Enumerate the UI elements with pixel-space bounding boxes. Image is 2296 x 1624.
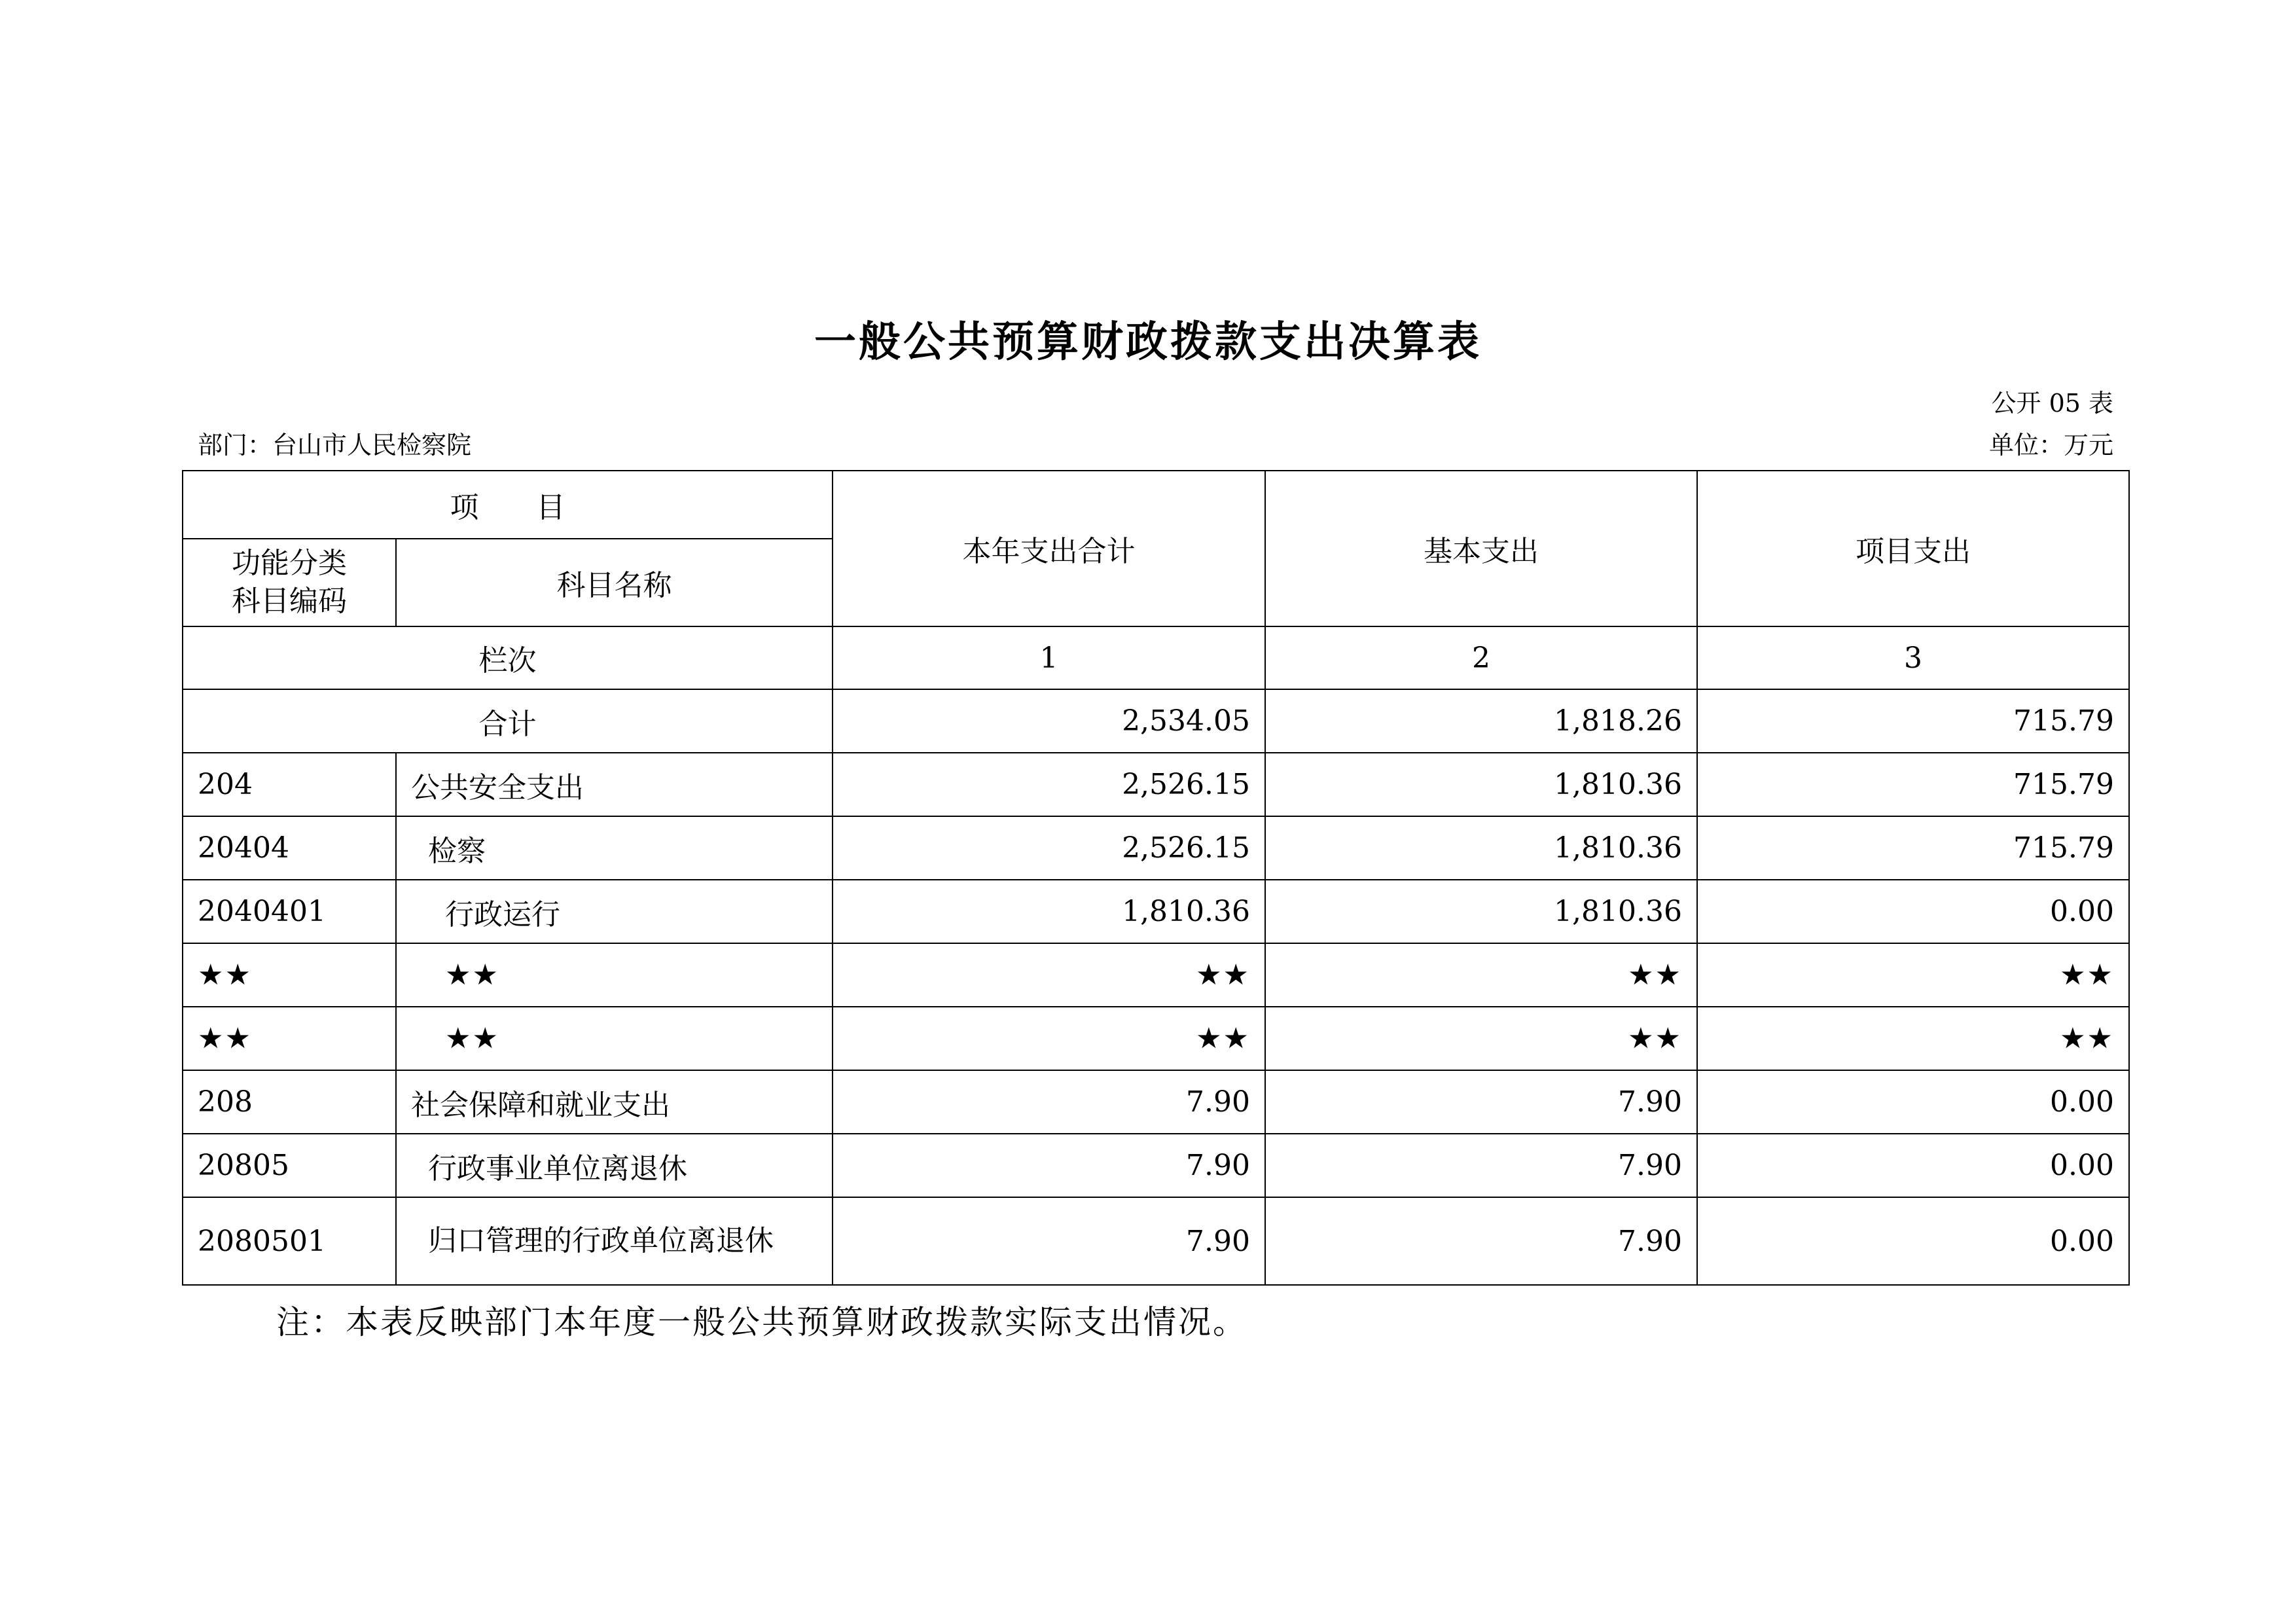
row-col3: 0.00	[1697, 1070, 2129, 1134]
table-row	[183, 1197, 2129, 1285]
table-row	[183, 1070, 2129, 1134]
row-name: ★★	[396, 943, 833, 1007]
row-col3: ★★	[1697, 1007, 2129, 1070]
header-code: 功能分类 科目编码	[183, 539, 396, 626]
row-code: 2080501	[183, 1197, 396, 1285]
column-index-2: 2	[1265, 626, 1697, 689]
expenditure-table	[182, 470, 2130, 1286]
table-row	[183, 816, 2129, 880]
row-code: ★★	[183, 943, 396, 1007]
table-row	[183, 753, 2129, 816]
row-col1: 7.90	[833, 1070, 1265, 1134]
header-row-1	[183, 471, 2129, 539]
row-name: 行政运行	[396, 880, 833, 943]
row-col3: ★★	[1697, 943, 2129, 1007]
row-code: 208	[183, 1070, 396, 1134]
row-col1: 7.90	[833, 1134, 1265, 1197]
row-name: 归口管理的行政单位离退休	[396, 1197, 833, 1285]
total-col3: 715.79	[1697, 689, 2129, 753]
total-col2: 1,818.26	[1265, 689, 1697, 753]
row-col1: ★★	[833, 1007, 1265, 1070]
row-name: ★★	[396, 1007, 833, 1070]
row-col2: 1,810.36	[1265, 753, 1697, 816]
column-index-3: 3	[1697, 626, 2129, 689]
row-col3: 715.79	[1697, 753, 2129, 816]
row-code: 20404	[183, 816, 396, 880]
row-col2: 1,810.36	[1265, 816, 1697, 880]
row-name: 行政事业单位离退休	[396, 1134, 833, 1197]
header-name: 科目名称	[396, 539, 833, 626]
row-code: ★★	[183, 1007, 396, 1070]
row-col2: 7.90	[1265, 1134, 1697, 1197]
table-row	[183, 1134, 2129, 1197]
row-col2: ★★	[1265, 943, 1697, 1007]
row-col1: 1,810.36	[833, 880, 1265, 943]
row-col2: 7.90	[1265, 1197, 1697, 1285]
row-col2: 7.90	[1265, 1070, 1697, 1134]
row-col1: 2,526.15	[833, 753, 1265, 816]
row-col2: 1,810.36	[1265, 880, 1697, 943]
row-col3: 0.00	[1697, 1197, 2129, 1285]
row-name: 公共安全支出	[396, 753, 833, 816]
row-col3: 715.79	[1697, 816, 2129, 880]
row-col1: 7.90	[833, 1197, 1265, 1285]
table-row	[183, 943, 2129, 1007]
form-number: 公开 05 表	[1991, 389, 2113, 418]
row-col3: 0.00	[1697, 1134, 2129, 1197]
table-row	[183, 1007, 2129, 1070]
header-col3: 项目支出	[1697, 471, 2129, 626]
header-col1: 本年支出合计	[833, 471, 1265, 626]
row-col3: 0.00	[1697, 880, 2129, 943]
document-title: 一般公共预算财政拨款支出决算表	[814, 317, 1482, 367]
row-code: 20805	[183, 1134, 396, 1197]
row-name: 检察	[396, 816, 833, 880]
row-col1: ★★	[833, 943, 1265, 1007]
department-label: 部门：台山市人民检察院	[198, 431, 472, 460]
row-col2: ★★	[1265, 1007, 1697, 1070]
row-code: 2040401	[183, 880, 396, 943]
row-col1: 2,526.15	[833, 816, 1265, 880]
table-row	[183, 880, 2129, 943]
header-project: 项 目	[183, 471, 833, 539]
unit-label: 单位：万元	[1988, 431, 2113, 460]
total-row	[183, 689, 2129, 753]
total-label: 合计	[183, 689, 833, 753]
column-index-label: 栏次	[183, 626, 833, 689]
column-index-row	[183, 626, 2129, 689]
row-name: 社会保障和就业支出	[396, 1070, 833, 1134]
total-col1: 2,534.05	[833, 689, 1265, 753]
table-note: 注：本表反映部门本年度一般公共预算财政拨款实际支出情况。	[276, 1303, 1247, 1341]
header-col2: 基本支出	[1265, 471, 1697, 626]
column-index-1: 1	[833, 626, 1265, 689]
row-code: 204	[183, 753, 396, 816]
